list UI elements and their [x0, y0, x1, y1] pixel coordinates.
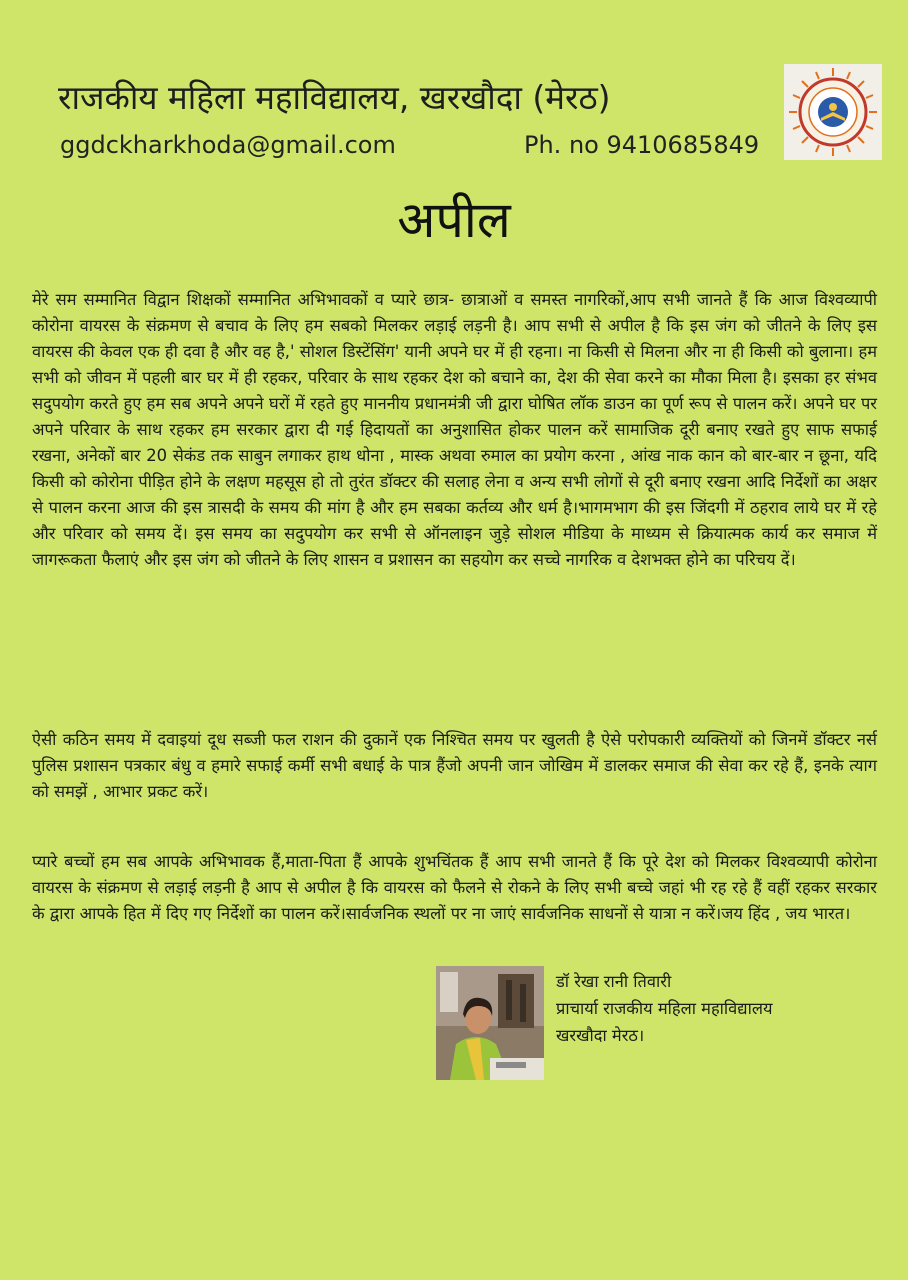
signatory-place: खरखौदा मेरठ। — [556, 1026, 645, 1045]
appeal-paragraph-3: प्यारे बच्चों हम सब आपके अभिभावक हैं,माता-पिता हैं आपके शुभचिंतक हैं आप सभी जानते हैं कि पूरे देश को मिलकर विश्वव्यापी कोरोना वायरस के संक्रमण से लड़ाई लड़नी है आप से अपील है कि वायरस को फैलने से रोकने के लिए सभी बच्चे जहां भी रह रहे हैं वहीं रहकर सरकार के द्वारा आपके हित में दिए गए निर्देशों का पालन करें।सार्वजनिक स्थलों पर ना जाएं सार्वजनिक साधनों से यात्रा न करें।जय हिंद , जय भारत। — [32, 852, 877, 923]
appeal-paragraph-1: मेरे सम सम्मानित विद्वान शिक्षकों सम्मानित अभिभावकों व प्यारे छात्र- छात्राओं व समस्त नागरिकों,आप सभी जानते हैं कि आज विश्वव्यापी कोरोना वायरस के संक्रमण से बचाव के लिए हम सबको मिलकर लड़ाई लड़नी है। आप सभी से अपील है कि इस जंग को जीतने के लिए इस वायरस की केवल एक ही दवा है और वह है,' सोशल डिस्टेंसिंग' यानी अपने घर में ही रहना। ना किसी से मिलना और ना ही किसी को बुलाना। हम सभी को जीवन में पहली बार घर में ही रहकर, परिवार के साथ रहकर देश को बचाने का, देश की सेवा करने का मौका मिला है। इसका हर संभव सदुपयोग करते हुए हम सब अपने अपने घरों में रहते हुए माननीय प्रधानमंत्री जी द्वारा घोषित लॉक डाउन का पूर्ण रूप से पालन करें। अपने घर पर अपने परिवार के साथ रहकर हम सरकार द्वारा दी गई हिदायतों का अनुशासित होकर पालन करें सामाजिक दूरी बनाए रखते हुए साफ सफाई रखना, अनेकों बार 20 सेकंड तक साबुन लगाकर हाथ धोना , मास्क अथवा रुमाल का प्रयोग करना , आंख नाक कान को बार-बार न छूना, यदि किसी को कोरोना पीड़ित होने के लक्षण महसूस हो तो तुरंत डॉक्टर की सलाह लेना व अन्य सभी लोगों से दूरी बनाए रखना आदि निर्देशों का अक्षर से पालन करना आज की इस त्रासदी के समय की मांग है और हम सबका कर्तव्य और धर्म है।भागमभाग की इस जिंदगी में ठहराव लाये घर में रहे और परिवार को समय दें। इस समय का सदुपयोग कर सभी से ऑनलाइन जुड़े सोशल मीडिया के माध्यम से क्रियात्मक कार्य कर समाज में जागरूकता फैलाएं और इस जंग को जीतने के लिए शासन व प्रशासन का सहयोग कर सच्चे नागरिक व देशभक्त होने का परिचय दें। — [32, 290, 877, 569]
college-logo — [784, 64, 882, 160]
signature-block — [556, 968, 876, 1049]
college-seal-icon — [784, 64, 882, 160]
college-title: राजकीय महिला महाविद्यालय, खरखौदा (मेरठ) — [58, 78, 611, 117]
principal-photo — [436, 966, 544, 1080]
appeal-paragraph-2: ऐसी कठिन समय में दवाइयां दूध सब्जी फल राशन की दुकानें एक निश्चित समय पर खुलती है ऐसे परोपकारी व्यक्तियों को जिनमें डॉक्टर नर्स पुलिस प्रशासन पत्रकार बंधु व हमारे सफाई कर्मी सभी बधाई के पात्र हैंजो अपनी जान जोखिम में डालकर समाज की सेवा कर रहे हैं, इनके त्याग को समझें , आभार प्रकट करें। — [32, 730, 877, 801]
contact-email: ggdckharkhoda@gmail.com — [60, 131, 396, 159]
signatory-designation: प्राचार्या राजकीय महिला महाविद्यालय — [556, 999, 773, 1018]
portrait-image — [436, 966, 544, 1080]
contact-phone: Ph. no 9410685849 — [524, 131, 760, 159]
appeal-heading: अपील — [397, 191, 511, 249]
signatory-name: डॉ रेखा रानी तिवारी — [556, 972, 672, 991]
